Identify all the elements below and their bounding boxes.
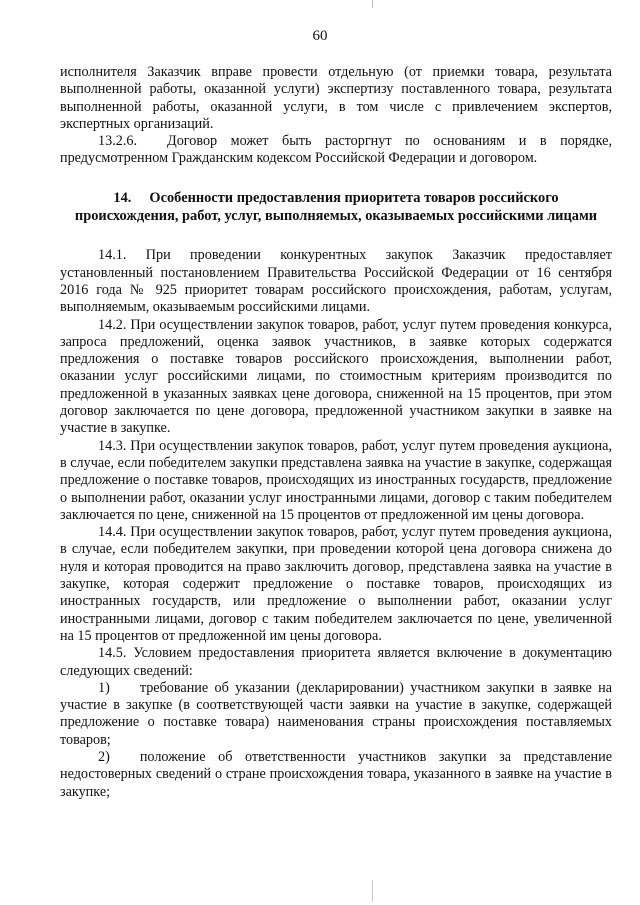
list-item-1-text: требование об указании (декларировании) участником закупки в заявке на участие в закупке (в соответствующей части заявки на участие в закупке, содержащей предложение о поставке товара) наименования страны происхождения поставляемых товаров;: [60, 679, 612, 748]
list-item-2: [60, 749, 612, 801]
paragraph-14-4: 14.4. При осуществлении закупок товаров, работ, услуг путем проведения аукциона, в случае, если победителем закупки, при проведении которой цена договора снижена до нуля и которая проводится на право заключить договор, представлена заявка на участие в закупке, которая содержит предложение о поставке товаров, происходящих из иностранных государств, или предложение о выполнении работ, оказании услуг иностранными лицами, договор с таким победителем заключается по цене, увеличенной на 15 процентов от предложенной им цены договора.: [60, 524, 612, 644]
paragraph-14-1: 14.1. При проведении конкурентных закупок Заказчик предоставляет установленный постановлением Правительства Российской Федерации от 16 сентября 2016 года № 925 приоритет товарам российского происхождения, работам, услугам, выполняемым, оказываемым российскими лицами.: [60, 247, 612, 316]
paragraph-13-2-5-continuation: исполнителя Заказчик вправе провести отдельную (от приемки товара, результата выполненной работы, оказанной услуги) экспертизу поставленного товара, результата выполненной работы, оказанной услуги, в том числе с привлечением экспертов, экспертных организаций.: [60, 64, 612, 132]
paragraph-14-2: 14.2. При осуществлении закупок товаров, работ, услуг путем проведения конкурса, запроса предложений, оценка заявок участников, в заявке которых содержатся предложения о поставке товаров российского происхождения, выполнении работ, оказании услуг российскими лицами, по стоимостным критериям производится по предложенной в указанных заявках цене договора, сниженной на 15 процентов, при этом договор заключается по цене договора, предложенной участником закупки в заявке на участие в закупке.: [60, 316, 612, 437]
section-14-heading: [60, 190, 612, 226]
scan-artifact-bottom: [372, 880, 373, 902]
list-item-2-number: 2): [98, 748, 110, 765]
list-item-1: [60, 680, 612, 749]
paragraph-13-2-6-number: 13.2.6.: [98, 133, 138, 150]
paragraph-13-2-6: [60, 133, 612, 168]
page-number: 60: [312, 28, 328, 44]
scan-artifact-top: [372, 0, 373, 8]
list-item-2-text: положение об ответственности участников закупки за представление недостоверных сведений о стране происхождения товара, указанного в заявке на участие в закупке;: [60, 748, 612, 800]
section-14-number: 14.: [113, 189, 132, 206]
section-14-title: Особенности предоставления приоритета товаров российского происхождения, работ, услуг, выполняемых, оказываемых российскими лицами: [74, 189, 598, 224]
paragraph-14-5: 14.5. Условием предоставления приоритета является включение в документацию следующих сведений:: [60, 645, 612, 679]
paragraph-14-3: 14.3. При осуществлении закупок товаров, работ, услуг путем проведения аукциона, в случае, если победителем закупки представлена заявка на участие в закупке, содержащая предложение о поставке товаров, происходящих из иностранных государств, предложение о выполнении работ, оказании услуг иностранными лицами, договор с таким победителем заключается по цене, сниженной на 15 процентов от предложенной им цены договора.: [60, 437, 612, 523]
page-content: [60, 64, 612, 801]
paragraph-13-2-6-text: Договор может быть расторгнут по основаниям и в порядке, предусмотренном Гражданским кодексом Российской Федерации и договором.: [60, 133, 612, 167]
list-item-1-number: 1): [98, 679, 110, 696]
